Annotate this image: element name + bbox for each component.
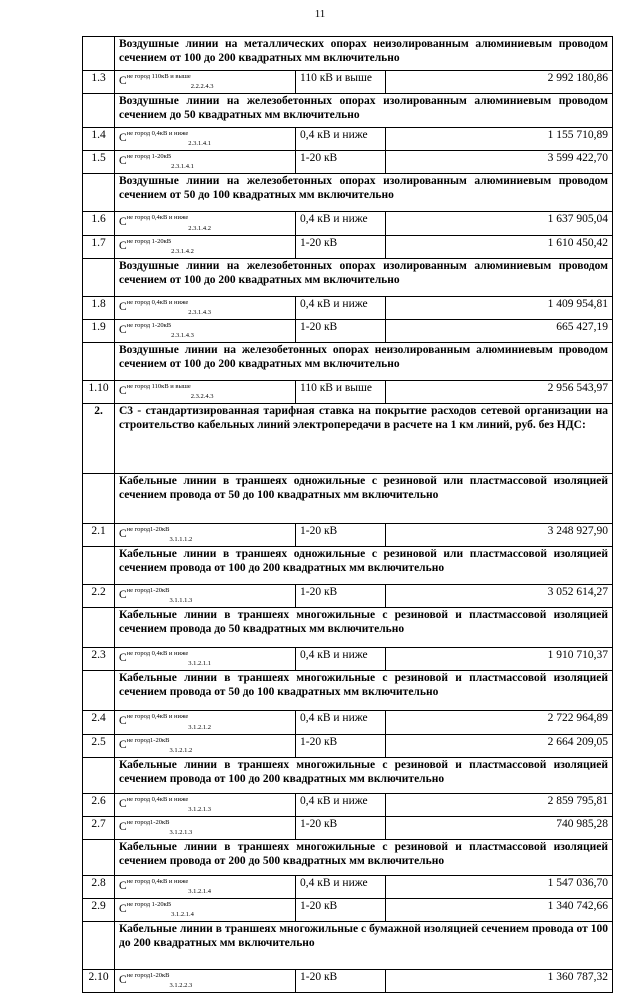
category-title: Кабельные линии в траншеях многожильные с резиновой и пластмассовой изоляцией сечением провода от 50 до 100 квадратных мм включительно: [115, 671, 613, 711]
table-row: [83, 711, 613, 734]
rate-code-subscript: 2.3.1.4.1: [171, 163, 194, 171]
voltage-level: 0,4 кВ и ниже: [296, 711, 386, 734]
category-number: [83, 474, 115, 524]
rate-code: [115, 319, 296, 342]
rate-value: 665 427,19: [386, 319, 613, 342]
table-row: [83, 585, 613, 608]
row-number: 2.10: [83, 970, 115, 993]
voltage-level: 1-20 кВ: [296, 899, 386, 922]
rate-code-symbol: С: [119, 797, 127, 810]
table-row: [83, 648, 613, 671]
rate-code-superscript: не город 1-20кВ: [126, 237, 172, 245]
rate-code-superscript: не город 110кВ и выше: [126, 382, 191, 390]
rate-code-subscript: 2.3.1.4.1: [188, 140, 212, 148]
rate-value: 740 985,28: [386, 816, 613, 839]
row-number: 2.2: [83, 585, 115, 608]
row-number: 2.4: [83, 711, 115, 734]
rate-value: 3 052 614,27: [386, 585, 613, 608]
row-number: 1.9: [83, 319, 115, 342]
table-row: [83, 296, 613, 319]
rate-code-symbol: С: [119, 216, 127, 229]
rate-code: [115, 212, 296, 235]
voltage-level: 1-20 кВ: [296, 970, 386, 993]
voltage-level: 1-20 кВ: [296, 151, 386, 174]
voltage-level: 1-20 кВ: [296, 235, 386, 258]
category-row: [83, 547, 613, 585]
row-number: 1.10: [83, 380, 115, 403]
category-title: Кабельные линии в траншеях одножильные с резиновой или пластмассовой изоляцией сечением провода от 100 до 200 квадратных мм включительно: [115, 547, 613, 585]
rate-code-superscript: не город1-20кВ: [126, 526, 170, 533]
rate-code: [115, 128, 296, 151]
voltage-level: 0,4 кВ и ниже: [296, 296, 386, 319]
voltage-level: 1-20 кВ: [296, 524, 386, 547]
rate-code-superscript: не город 0,4кВ и ниже: [126, 298, 189, 306]
category-title: Воздушные линии на металлических опорах неизолированным алюминиевым проводом сечением от 100 до 200 квадратных мм включительно: [115, 37, 613, 71]
rate-code-symbol: С: [119, 820, 127, 833]
category-number: [83, 839, 115, 875]
voltage-level: 0,4 кВ и ниже: [296, 212, 386, 235]
voltage-level: 0,4 кВ и ниже: [296, 875, 386, 898]
category-row: [83, 474, 613, 524]
rate-value: 1 637 905,04: [386, 212, 613, 235]
rate-value: 3 599 422,70: [386, 151, 613, 174]
category-title: Кабельные линии в траншеях многожильные с резиновой и пластмассовой изоляцией сечением провода до 50 квадратных мм включительно: [115, 608, 613, 648]
category-row: [83, 671, 613, 711]
category-row: [83, 342, 613, 380]
category-title: Кабельные линии в траншеях многожильные с резиновой и пластмассовой изоляцией сечением провода от 200 до 500 квадратных мм включительно: [115, 839, 613, 875]
rate-code-subscript: 2.3.1.4.3: [188, 308, 212, 316]
table-row: [83, 71, 613, 94]
category-title: Кабельные линии в траншеях многожильные с резиновой и пластмассовой изоляцией сечением провода от 100 до 200 квадратных мм включительно: [115, 757, 613, 793]
row-number: 1.3: [83, 71, 115, 94]
rate-code-symbol: С: [119, 738, 127, 751]
rate-value: 2 992 180,86: [386, 71, 613, 94]
category-title: Воздушные линии на железобетонных опорах неизолированным алюминиевым проводом сечением от 100 до 200 квадратных мм включительно: [115, 342, 613, 380]
table-row: [83, 734, 613, 757]
voltage-level: 1-20 кВ: [296, 734, 386, 757]
tariff-table-body: [83, 37, 613, 993]
rate-code: [115, 524, 296, 547]
rate-code-symbol: С: [119, 652, 127, 665]
rate-value: 1 610 450,42: [386, 235, 613, 258]
voltage-level: 1-20 кВ: [296, 816, 386, 839]
rate-value: 1 155 710,89: [386, 128, 613, 151]
rate-code: [115, 151, 296, 174]
category-title: Кабельные линии в траншеях многожильные с бумажной изоляцией сечением провода от 100 до 200 квадратных мм включительно: [115, 922, 613, 970]
rate-value: 1 340 742,66: [386, 899, 613, 922]
category-title: Воздушные линии на железобетонных опорах изолированным алюминиевым проводом сечением от 50 до 100 квадратных мм включительно: [115, 174, 613, 212]
row-number: 1.8: [83, 296, 115, 319]
rate-code: [115, 970, 296, 993]
row-number: 2.3: [83, 648, 115, 671]
category-row: [83, 258, 613, 296]
rate-code-superscript: не город1-20кВ: [126, 587, 170, 595]
rate-code-superscript: не город 1-20кВ: [126, 901, 172, 908]
row-number: 1.7: [83, 235, 115, 258]
rate-code-symbol: С: [119, 239, 127, 252]
rate-code-superscript: не город1-20кВ: [126, 818, 170, 826]
rate-code-superscript: не город 0,4кВ и ниже: [126, 877, 189, 885]
rate-code-superscript: не город 0,4кВ и ниже: [126, 130, 189, 138]
rate-code-superscript: не город 0,4кВ и ниже: [126, 650, 189, 658]
page-number: 11: [314, 8, 326, 20]
rate-code-subscript: 3.1.2.1.3: [188, 805, 212, 813]
rate-code-symbol: С: [119, 74, 127, 87]
voltage-level: 0,4 кВ и ниже: [296, 128, 386, 151]
voltage-level: 110 кВ и выше: [296, 380, 386, 403]
category-number: [83, 174, 115, 212]
rate-code-subscript: 3.1.2.1.2: [188, 723, 212, 731]
rate-code: [115, 648, 296, 671]
row-number: 1.5: [83, 151, 115, 174]
table-row: [83, 380, 613, 403]
rate-value: 2 722 964,89: [386, 711, 613, 734]
category-row: [83, 608, 613, 648]
category-number: [83, 342, 115, 380]
category-row: [83, 37, 613, 71]
rate-code-subscript: 2.3.1.4.2: [188, 224, 212, 232]
rate-code-subscript: 3.1.1.1.2: [169, 536, 193, 544]
table-row: [83, 235, 613, 258]
rate-code-symbol: С: [119, 384, 127, 397]
rate-value: 1 409 954,81: [386, 296, 613, 319]
table-row: [83, 212, 613, 235]
rate-code-subscript: 3.1.2.1.3: [169, 828, 193, 836]
category-row: [83, 922, 613, 970]
table-row: [83, 875, 613, 898]
category-row: [83, 94, 613, 128]
rate-code-superscript: не город1-20кВ: [126, 736, 170, 744]
rate-code-subscript: 2.3.1.4.3: [171, 331, 194, 339]
voltage-level: 1-20 кВ: [296, 585, 386, 608]
rate-code-symbol: С: [119, 300, 127, 313]
tariff-table: [82, 36, 613, 993]
section-title: С3 - стандартизированная тарифная ставка на покрытие расходов сетевой организации на строительство кабельных линий электропередачи в расчете на 1 км линий, руб. без НДС:: [115, 404, 613, 474]
rate-code-symbol: С: [119, 879, 127, 892]
row-number: 1.4: [83, 128, 115, 151]
rate-code: [115, 793, 296, 816]
category-number: [83, 37, 115, 71]
category-number: [83, 258, 115, 296]
rate-code-subscript: 2.3.2.4.3: [190, 393, 214, 400]
rate-code: [115, 585, 296, 608]
category-title: Воздушные линии на железобетонных опорах изолированным алюминиевым проводом сечением от 100 до 200 квадратных мм включительно: [115, 258, 613, 296]
rate-code-symbol: С: [119, 902, 127, 915]
table-row: [83, 816, 613, 839]
category-number: [83, 922, 115, 970]
voltage-level: 0,4 кВ и ниже: [296, 648, 386, 671]
voltage-level: 110 кВ и выше: [296, 71, 386, 94]
table-row: [83, 151, 613, 174]
rate-code-subscript: 3.1.2.1.1: [188, 660, 212, 668]
rate-code-subscript: 3.1.1.1.3: [169, 597, 193, 605]
rate-code-subscript: 3.1.2.1.4: [171, 911, 194, 919]
rate-code-superscript: не город 0,4кВ и ниже: [126, 795, 189, 803]
table-row: [83, 793, 613, 816]
category-number: [83, 757, 115, 793]
rate-code-subscript: 2.2.2.4.3: [190, 83, 214, 91]
rate-code-superscript: не город 1-20кВ: [126, 321, 172, 329]
rate-value: 1 547 036,70: [386, 875, 613, 898]
row-number: 2.7: [83, 816, 115, 839]
row-number: 2.5: [83, 734, 115, 757]
rate-code-superscript: не город 110кВ и выше: [126, 73, 191, 80]
table-row: [83, 899, 613, 922]
row-number: 2.6: [83, 793, 115, 816]
rate-code: [115, 235, 296, 258]
category-number: [83, 547, 115, 585]
category-row: [83, 839, 613, 875]
rate-code: [115, 380, 296, 403]
rate-code: [115, 71, 296, 94]
rate-code: [115, 734, 296, 757]
rate-code-superscript: не город 0,4кВ и ниже: [126, 214, 189, 222]
rate-code-superscript: не город 0,4кВ и ниже: [126, 713, 189, 721]
rate-code-superscript: не город1-20кВ: [126, 972, 170, 980]
row-number: 1.6: [83, 212, 115, 235]
rate-value: 3 248 927,90: [386, 524, 613, 547]
category-number: [83, 671, 115, 711]
table-row: [83, 970, 613, 993]
row-number: 2.9: [83, 899, 115, 922]
table-row: [83, 524, 613, 547]
rate-value: 2 859 795,81: [386, 793, 613, 816]
rate-code-subscript: 2.3.1.4.2: [171, 247, 194, 255]
row-number: 2.1: [83, 524, 115, 547]
voltage-level: 0,4 кВ и ниже: [296, 793, 386, 816]
rate-value: 2 664 209,05: [386, 734, 613, 757]
section-number: 2.: [83, 404, 115, 474]
category-number: [83, 94, 115, 128]
rate-code-superscript: не город 1-20кВ: [126, 153, 172, 161]
category-row: [83, 757, 613, 793]
rate-code: [115, 711, 296, 734]
rate-code-symbol: С: [119, 323, 127, 336]
table-row: [83, 319, 613, 342]
rate-code-subscript: 3.1.2.2.3: [169, 982, 193, 990]
rate-code-symbol: С: [119, 973, 127, 986]
voltage-level: 1-20 кВ: [296, 319, 386, 342]
rate-code: [115, 296, 296, 319]
category-title: Воздушные линии на железобетонных опорах изолированным алюминиевым проводом сечением до 50 квадратных мм включительно: [115, 94, 613, 128]
category-row: [83, 174, 613, 212]
category-number: [83, 608, 115, 648]
rate-code-subscript: 3.1.2.1.4: [188, 888, 212, 895]
rate-code-symbol: С: [119, 588, 127, 601]
category-title: Кабельные линии в траншеях одножильные с резиновой или пластмассовой изоляцией сечением провода от 50 до 100 квадратных мм включительно: [115, 474, 613, 524]
table-row: [83, 128, 613, 151]
rate-value: 2 956 543,97: [386, 380, 613, 403]
rate-code-symbol: С: [119, 155, 127, 168]
rate-code-symbol: С: [119, 131, 127, 144]
rate-code-symbol: С: [119, 715, 127, 728]
rate-code: [115, 875, 296, 898]
rate-code: [115, 899, 296, 922]
rate-code: [115, 816, 296, 839]
rate-value: 1 910 710,37: [386, 648, 613, 671]
rate-code-symbol: С: [119, 527, 127, 540]
section-row: [83, 404, 613, 474]
rate-code-subscript: 3.1.2.1.2: [169, 746, 193, 754]
rate-value: 1 360 787,32: [386, 970, 613, 993]
row-number: 2.8: [83, 875, 115, 898]
